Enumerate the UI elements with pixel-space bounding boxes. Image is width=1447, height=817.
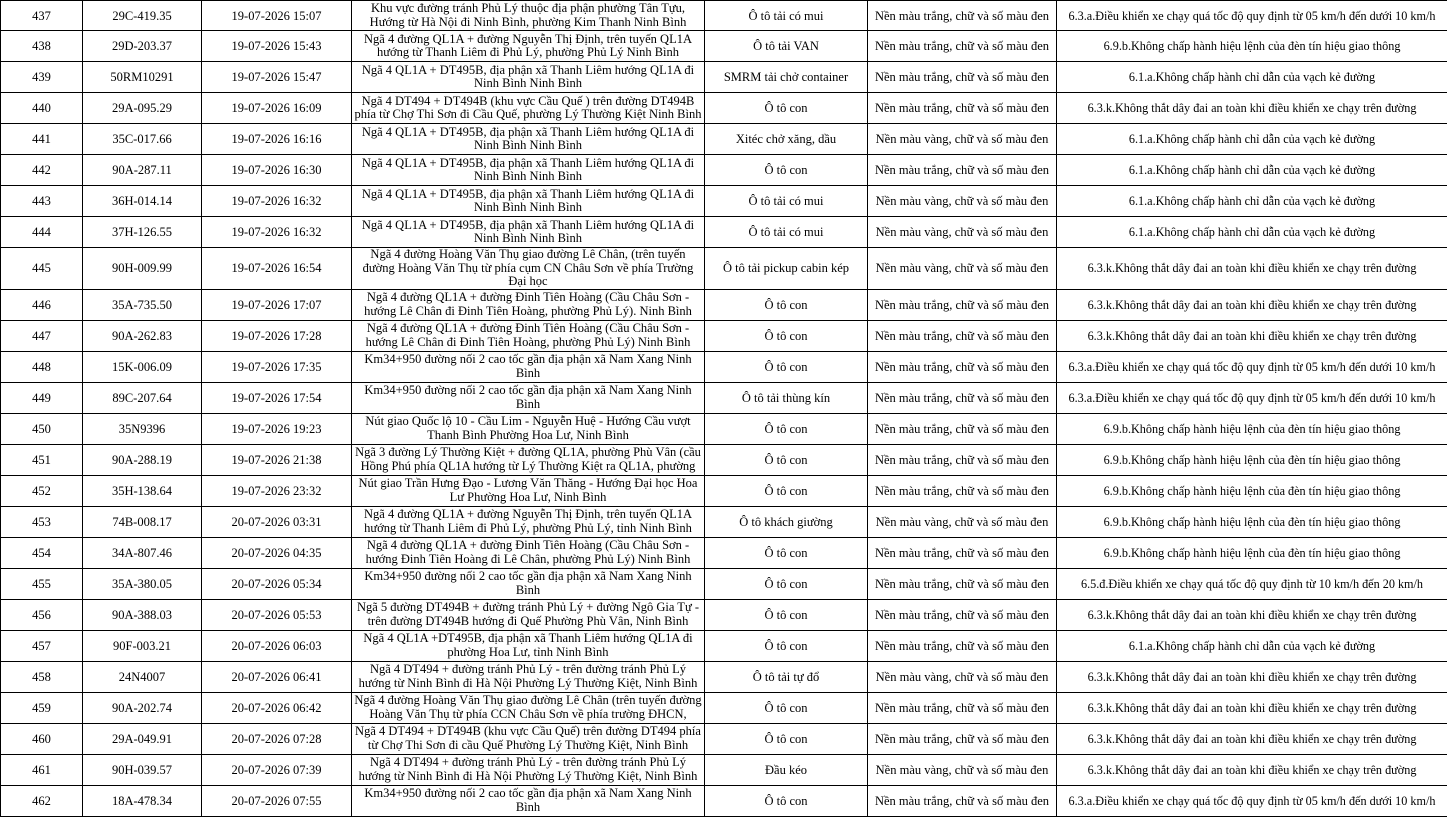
cell-violation-time: 19-07-2026 17:35 [202, 351, 352, 382]
cell-stt: 441 [1, 124, 83, 155]
cell-plate-color: Nền màu trắng, chữ và số màu đen [868, 155, 1057, 186]
cell-vehicle-type: Ô tô con [705, 413, 868, 444]
cell-violation: 6.3.a.Điều khiển xe chạy quá tốc độ quy định từ 05 km/h đến dưới 10 km/h [1057, 1, 1447, 31]
cell-vehicle-type: Ô tô tải thùng kín [705, 382, 868, 413]
cell-location: Ngã 4 DT494 + DT494B (khu vực Cầu Quế) trên đường DT494 phía từ Chợ Thi Sơn đi cầu Quế Phường Lý Thường Kiệt, Ninh Bình [352, 723, 705, 754]
cell-location: Ngã 4 đường QL1A + đường Đinh Tiên Hoàng (Cầu Châu Sơn - hướng Lê Chân đi Đinh Tiên Hoàng, phường Phủ Lý) Ninh Bình [352, 320, 705, 351]
cell-plate-number: 90H-009.99 [83, 248, 202, 290]
cell-vehicle-type: Ô tô con [705, 155, 868, 186]
table-row [1, 124, 1447, 155]
cell-plate-number: 35H-138.64 [83, 475, 202, 506]
cell-plate-color: Nền màu trắng, chữ và số màu đen [868, 537, 1057, 568]
cell-location: Ngã 4 QL1A + DT495B, địa phận xã Thanh Liêm hướng QL1A đi Ninh Bình Ninh Bình [352, 62, 705, 93]
cell-violation-time: 19-07-2026 16:32 [202, 186, 352, 217]
cell-location: Ngã 4 QL1A + DT495B, địa phận xã Thanh Liêm hướng QL1A đi Ninh Bình Ninh Bình [352, 217, 705, 248]
cell-plate-color: Nền màu trắng, chữ và số màu đen [868, 413, 1057, 444]
cell-plate-number: 90A-202.74 [83, 692, 202, 723]
cell-stt: 451 [1, 444, 83, 475]
cell-vehicle-type: Ô tô tải pickup cabin kép [705, 248, 868, 290]
cell-vehicle-type: Ô tô con [705, 785, 868, 816]
cell-violation: 6.3.k.Không thắt dây đai an toàn khi điều khiển xe chạy trên đường [1057, 661, 1447, 692]
cell-plate-color: Nền màu trắng, chữ và số màu đen [868, 320, 1057, 351]
cell-plate-number: 29A-049.91 [83, 723, 202, 754]
cell-violation-time: 19-07-2026 15:07 [202, 1, 352, 31]
cell-violation: 6.3.k.Không thắt dây đai an toàn khi điều khiển xe chạy trên đường [1057, 723, 1447, 754]
cell-violation-time: 19-07-2026 15:43 [202, 31, 352, 62]
cell-violation: 6.1.a.Không chấp hành chỉ dẫn của vạch kẻ đường [1057, 155, 1447, 186]
cell-plate-number: 35A-380.05 [83, 568, 202, 599]
cell-plate-color: Nền màu trắng, chữ và số màu đen [868, 692, 1057, 723]
cell-violation-time: 20-07-2026 05:53 [202, 599, 352, 630]
cell-violation: 6.1.a.Không chấp hành chỉ dẫn của vạch kẻ đường [1057, 217, 1447, 248]
cell-violation-time: 19-07-2026 17:07 [202, 289, 352, 320]
cell-plate-color: Nền màu trắng, chữ và số màu đen [868, 723, 1057, 754]
cell-violation-time: 20-07-2026 07:39 [202, 754, 352, 785]
cell-stt: 438 [1, 31, 83, 62]
table-row [1, 351, 1447, 382]
cell-stt: 455 [1, 568, 83, 599]
cell-violation: 6.3.k.Không thắt dây đai an toàn khi điều khiển xe chạy trên đường [1057, 289, 1447, 320]
cell-location: Ngã 4 DT494 + DT494B (khu vực Cầu Quế ) trên đường DT494B phía từ Chợ Thi Sơn đi Cầu Quế, phường Lý Thường Kiệt Ninh Bình [352, 93, 705, 124]
cell-vehicle-type: Ô tô con [705, 351, 868, 382]
cell-vehicle-type: Ô tô con [705, 444, 868, 475]
cell-plate-number: 90A-288.19 [83, 444, 202, 475]
cell-vehicle-type: Ô tô tải có mui [705, 186, 868, 217]
cell-vehicle-type: Ô tô tải có mui [705, 1, 868, 31]
cell-plate-number: 18A-478.34 [83, 785, 202, 816]
cell-violation-time: 20-07-2026 06:03 [202, 630, 352, 661]
cell-plate-color: Nền màu vàng, chữ và số màu đen [868, 217, 1057, 248]
table-row [1, 186, 1447, 217]
cell-stt: 446 [1, 289, 83, 320]
cell-violation: 6.9.b.Không chấp hành hiệu lệnh của đèn tín hiệu giao thông [1057, 31, 1447, 62]
table-row [1, 1, 1447, 31]
cell-plate-number: 89C-207.64 [83, 382, 202, 413]
cell-location: Ngã 4 DT494 + đường tránh Phủ Lý - trên đường tránh Phủ Lý hướng từ Ninh Bình đi Hà Nội Phường Lý Thường Kiệt, Ninh Bình [352, 661, 705, 692]
cell-violation-time: 19-07-2026 16:32 [202, 217, 352, 248]
cell-plate-color: Nền màu vàng, chữ và số màu đen [868, 506, 1057, 537]
table-row [1, 31, 1447, 62]
cell-location: Khu vực đường tránh Phủ Lý thuộc địa phận phường Tân Tựu, Hướng từ Hà Nội đi Ninh Bình, phường Kim Thanh Ninh Bình [352, 1, 705, 31]
cell-location: Ngã 3 đường Lý Thường Kiệt + đường QL1A, phường Phù Vân (cầu Hồng Phú phía QL1A hướng từ Lý Thường Kiệt ra QL1A, phường [352, 444, 705, 475]
cell-violation-time: 20-07-2026 06:42 [202, 692, 352, 723]
table-row [1, 217, 1447, 248]
cell-stt: 458 [1, 661, 83, 692]
cell-plate-color: Nền màu vàng, chữ và số màu đen [868, 754, 1057, 785]
cell-plate-number: 29D-203.37 [83, 31, 202, 62]
cell-stt: 454 [1, 537, 83, 568]
cell-violation: 6.3.k.Không thắt dây đai an toàn khi điều khiển xe chạy trên đường [1057, 754, 1447, 785]
cell-location: Ngã 4 DT494 + đường tránh Phủ Lý - trên đường tránh Phủ Lý hướng từ Ninh Bình đi Hà Nội Phường Lý Thường Kiệt, Ninh Bình [352, 754, 705, 785]
cell-vehicle-type: Ô tô con [705, 723, 868, 754]
table-row [1, 475, 1447, 506]
cell-vehicle-type: Ô tô tải tự đổ [705, 661, 868, 692]
cell-location: Km34+950 đường nối 2 cao tốc gần địa phận xã Nam Xang Ninh Bình [352, 568, 705, 599]
cell-plate-color: Nền màu trắng, chữ và số màu đen [868, 93, 1057, 124]
cell-violation-time: 20-07-2026 06:41 [202, 661, 352, 692]
cell-plate-number: 90H-039.57 [83, 754, 202, 785]
cell-violation: 6.3.k.Không thắt dây đai an toàn khi điều khiển xe chạy trên đường [1057, 248, 1447, 290]
cell-plate-color: Nền màu vàng, chữ và số màu đen [868, 248, 1057, 290]
cell-stt: 448 [1, 351, 83, 382]
cell-violation-time: 19-07-2026 15:47 [202, 62, 352, 93]
cell-violation-time: 19-07-2026 19:23 [202, 413, 352, 444]
cell-location: Km34+950 đường nối 2 cao tốc gần địa phận xã Nam Xang Ninh Bình [352, 382, 705, 413]
cell-violation: 6.9.b.Không chấp hành hiệu lệnh của đèn tín hiệu giao thông [1057, 444, 1447, 475]
cell-vehicle-type: Đầu kéo [705, 754, 868, 785]
cell-violation: 6.3.k.Không thắt dây đai an toàn khi điều khiển xe chạy trên đường [1057, 93, 1447, 124]
cell-location: Ngã 4 QL1A +DT495B, địa phận xã Thanh Liêm hướng QL1A đi phường Hoa Lư, tỉnh Ninh Bình [352, 630, 705, 661]
cell-violation: 6.9.b.Không chấp hành hiệu lệnh của đèn tín hiệu giao thông [1057, 475, 1447, 506]
table-row [1, 320, 1447, 351]
cell-violation-time: 19-07-2026 21:38 [202, 444, 352, 475]
table-row [1, 599, 1447, 630]
cell-stt: 447 [1, 320, 83, 351]
cell-plate-number: 90F-003.21 [83, 630, 202, 661]
cell-plate-color: Nền màu trắng, chữ và số màu đen [868, 599, 1057, 630]
cell-plate-number: 90A-388.03 [83, 599, 202, 630]
table-row [1, 444, 1447, 475]
cell-violation: 6.3.a.Điều khiển xe chạy quá tốc độ quy định từ 05 km/h đến dưới 10 km/h [1057, 785, 1447, 816]
cell-stt: 445 [1, 248, 83, 290]
cell-location: Ngã 4 QL1A + DT495B, địa phận xã Thanh Liêm hướng QL1A đi Ninh Bình Ninh Bình [352, 124, 705, 155]
cell-violation-time: 20-07-2026 07:28 [202, 723, 352, 754]
cell-violation: 6.3.a.Điều khiển xe chạy quá tốc độ quy định từ 05 km/h đến dưới 10 km/h [1057, 382, 1447, 413]
cell-vehicle-type: Ô tô con [705, 568, 868, 599]
cell-plate-number: 35N9396 [83, 413, 202, 444]
cell-location: Ngã 4 QL1A + DT495B, địa phận xã Thanh Liêm hướng QL1A đi Ninh Bình Ninh Bình [352, 186, 705, 217]
cell-violation-time: 19-07-2026 23:32 [202, 475, 352, 506]
cell-violation-time: 19-07-2026 16:16 [202, 124, 352, 155]
cell-stt: 449 [1, 382, 83, 413]
table-row [1, 661, 1447, 692]
cell-violation: 6.9.b.Không chấp hành hiệu lệnh của đèn tín hiệu giao thông [1057, 413, 1447, 444]
cell-plate-number: 90A-262.83 [83, 320, 202, 351]
cell-vehicle-type: Ô tô con [705, 475, 868, 506]
cell-violation: 6.3.a.Điều khiển xe chạy quá tốc độ quy định từ 05 km/h đến dưới 10 km/h [1057, 351, 1447, 382]
cell-vehicle-type: SMRM tải chở container [705, 62, 868, 93]
cell-location: Nút giao Trần Hưng Đạo - Lương Văn Thăng - Hướng Đại học Hoa Lư Phường Hoa Lư, Ninh Bình [352, 475, 705, 506]
cell-plate-color: Nền màu vàng, chữ và số màu đen [868, 124, 1057, 155]
cell-plate-number: 29A-095.29 [83, 93, 202, 124]
cell-stt: 443 [1, 186, 83, 217]
cell-violation: 6.3.k.Không thắt dây đai an toàn khi điều khiển xe chạy trên đường [1057, 692, 1447, 723]
table-row [1, 754, 1447, 785]
cell-plate-color: Nền màu trắng, chữ và số màu đen [868, 568, 1057, 599]
cell-stt: 457 [1, 630, 83, 661]
cell-plate-number: 37H-126.55 [83, 217, 202, 248]
cell-stt: 437 [1, 1, 83, 31]
cell-stt: 444 [1, 217, 83, 248]
table-row [1, 692, 1447, 723]
cell-plate-number: 35C-017.66 [83, 124, 202, 155]
table-row [1, 62, 1447, 93]
cell-location: Ngã 4 đường Hoàng Văn Thụ giao đường Lê Chân (trên tuyến đường Hoàng Văn Thụ từ phía CCN Châu Sơn về phía trường ĐHCN, [352, 692, 705, 723]
cell-plate-number: 15K-006.09 [83, 351, 202, 382]
cell-violation-time: 19-07-2026 16:30 [202, 155, 352, 186]
cell-vehicle-type: Ô tô tải VAN [705, 31, 868, 62]
cell-vehicle-type: Ô tô con [705, 630, 868, 661]
cell-plate-color: Nền màu vàng, chữ và số màu đen [868, 661, 1057, 692]
cell-stt: 439 [1, 62, 83, 93]
cell-violation: 6.9.b.Không chấp hành hiệu lệnh của đèn tín hiệu giao thông [1057, 506, 1447, 537]
cell-vehicle-type: Ô tô con [705, 537, 868, 568]
cell-stt: 456 [1, 599, 83, 630]
cell-vehicle-type: Ô tô con [705, 289, 868, 320]
cell-plate-number: 74B-008.17 [83, 506, 202, 537]
table-row [1, 382, 1447, 413]
cell-vehicle-type: Ô tô con [705, 692, 868, 723]
cell-vehicle-type: Ô tô con [705, 320, 868, 351]
cell-violation: 6.3.k.Không thắt dây đai an toàn khi điều khiển xe chạy trên đường [1057, 599, 1447, 630]
table-row [1, 93, 1447, 124]
cell-plate-color: Nền màu trắng, chữ và số màu đen [868, 62, 1057, 93]
cell-violation-time: 20-07-2026 05:34 [202, 568, 352, 599]
cell-plate-number: 24N4007 [83, 661, 202, 692]
cell-plate-number: 36H-014.14 [83, 186, 202, 217]
cell-plate-number: 50RM10291 [83, 62, 202, 93]
cell-plate-color: Nền màu trắng, chữ và số màu đen [868, 382, 1057, 413]
cell-plate-number: 90A-287.11 [83, 155, 202, 186]
table-row [1, 723, 1447, 754]
cell-plate-color: Nền màu trắng, chữ và số màu đen [868, 475, 1057, 506]
cell-location: Ngã 4 đường QL1A + đường Đinh Tiên Hoàng (Cầu Châu Sơn - hướng Lê Chân đi Đinh Tiên Hoàng, phường Phủ Lý). Ninh Bình [352, 289, 705, 320]
cell-vehicle-type: Ô tô con [705, 599, 868, 630]
cell-vehicle-type: Xitéc chở xăng, dầu [705, 124, 868, 155]
cell-stt: 452 [1, 475, 83, 506]
cell-violation-time: 19-07-2026 16:54 [202, 248, 352, 290]
table-row [1, 506, 1447, 537]
table-row [1, 568, 1447, 599]
cell-plate-number: 34A-807.46 [83, 537, 202, 568]
cell-violation: 6.5.đ.Điều khiển xe chạy quá tốc độ quy định từ 10 km/h đến 20 km/h [1057, 568, 1447, 599]
cell-plate-color: Nền màu trắng, chữ và số màu đen [868, 444, 1057, 475]
cell-vehicle-type: Ô tô tải có mui [705, 217, 868, 248]
cell-violation-time: 20-07-2026 07:55 [202, 785, 352, 816]
cell-vehicle-type: Ô tô con [705, 93, 868, 124]
cell-location: Ngã 4 đường QL1A + đường Nguyễn Thị Định, trên tuyến QL1A hướng từ Thanh Liêm đi Phủ Lý, phường Phủ Lý Ninh Bình [352, 31, 705, 62]
cell-violation: 6.1.a.Không chấp hành chỉ dẫn của vạch kẻ đường [1057, 62, 1447, 93]
table-row [1, 630, 1447, 661]
cell-violation: 6.3.k.Không thắt dây đai an toàn khi điều khiển xe chạy trên đường [1057, 320, 1447, 351]
cell-violation: 6.9.b.Không chấp hành hiệu lệnh của đèn tín hiệu giao thông [1057, 537, 1447, 568]
cell-stt: 459 [1, 692, 83, 723]
cell-plate-color: Nền màu trắng, chữ và số màu đen [868, 785, 1057, 816]
cell-plate-color: Nền màu vàng, chữ và số màu đen [868, 186, 1057, 217]
cell-violation-time: 19-07-2026 16:09 [202, 93, 352, 124]
cell-violation-time: 20-07-2026 03:31 [202, 506, 352, 537]
cell-stt: 453 [1, 506, 83, 537]
cell-violation: 6.1.a.Không chấp hành chỉ dẫn của vạch kẻ đường [1057, 630, 1447, 661]
cell-location: Ngã 4 QL1A + DT495B, địa phận xã Thanh Liêm hướng QL1A đi Ninh Bình Ninh Bình [352, 155, 705, 186]
cell-violation-time: 19-07-2026 17:54 [202, 382, 352, 413]
table-row [1, 155, 1447, 186]
table-row [1, 289, 1447, 320]
cell-location: Km34+950 đường nối 2 cao tốc gần địa phận xã Nam Xang Ninh Bình [352, 785, 705, 816]
cell-stt: 450 [1, 413, 83, 444]
cell-plate-color: Nền màu trắng, chữ và số màu đen [868, 289, 1057, 320]
cell-location: Ngã 4 đường Hoàng Văn Thụ giao đường Lê Chân, (trên tuyến đường Hoàng Văn Thụ từ phía cụm CN Châu Sơn về phía Trường Đại học [352, 248, 705, 290]
cell-violation-time: 19-07-2026 17:28 [202, 320, 352, 351]
cell-violation: 6.1.a.Không chấp hành chỉ dẫn của vạch kẻ đường [1057, 124, 1447, 155]
table-row [1, 537, 1447, 568]
table-row [1, 413, 1447, 444]
cell-location: Ngã 4 đường QL1A + đường Đinh Tiên Hoàng (Cầu Châu Sơn - hướng Đinh Tiên Hoàng đi Lê Chân, phường Phủ Lý) Ninh Bình [352, 537, 705, 568]
cell-location: Ngã 5 đường DT494B + đường tránh Phủ Lý + đường Ngô Gia Tự - trên đường DT494B hướng đi Quế Phường Phù Vân, Ninh Bình [352, 599, 705, 630]
cell-stt: 461 [1, 754, 83, 785]
cell-location: Km34+950 đường nối 2 cao tốc gần địa phận xã Nam Xang Ninh Bình [352, 351, 705, 382]
cell-plate-color: Nền màu trắng, chữ và số màu đen [868, 630, 1057, 661]
cell-violation: 6.1.a.Không chấp hành chỉ dẫn của vạch kẻ đường [1057, 186, 1447, 217]
table-row [1, 248, 1447, 290]
cell-plate-number: 29C-419.35 [83, 1, 202, 31]
table-row [1, 785, 1447, 816]
cell-plate-color: Nền màu trắng, chữ và số màu đen [868, 31, 1057, 62]
table-body [1, 1, 1447, 817]
cell-stt: 460 [1, 723, 83, 754]
cell-location: Ngã 4 đường QL1A + đường Nguyễn Thị Định, trên tuyến QL1A hướng từ Thanh Liêm đi Phủ Lý, phường Phủ Lý, tỉnh Ninh Bình [352, 506, 705, 537]
cell-violation-time: 20-07-2026 04:35 [202, 537, 352, 568]
cell-stt: 442 [1, 155, 83, 186]
cell-plate-color: Nền màu trắng, chữ và số màu đen [868, 351, 1057, 382]
cell-stt: 462 [1, 785, 83, 816]
cell-plate-color: Nền màu trắng, chữ và số màu đen [868, 1, 1057, 31]
cell-stt: 440 [1, 93, 83, 124]
cell-plate-number: 35A-735.50 [83, 289, 202, 320]
cell-location: Nút giao Quốc lộ 10 - Cầu Lim - Nguyễn Huệ - Hướng Cầu vượt Thanh Bình Phường Hoa Lư, Ninh Bình [352, 413, 705, 444]
cell-vehicle-type: Ô tô khách giường [705, 506, 868, 537]
